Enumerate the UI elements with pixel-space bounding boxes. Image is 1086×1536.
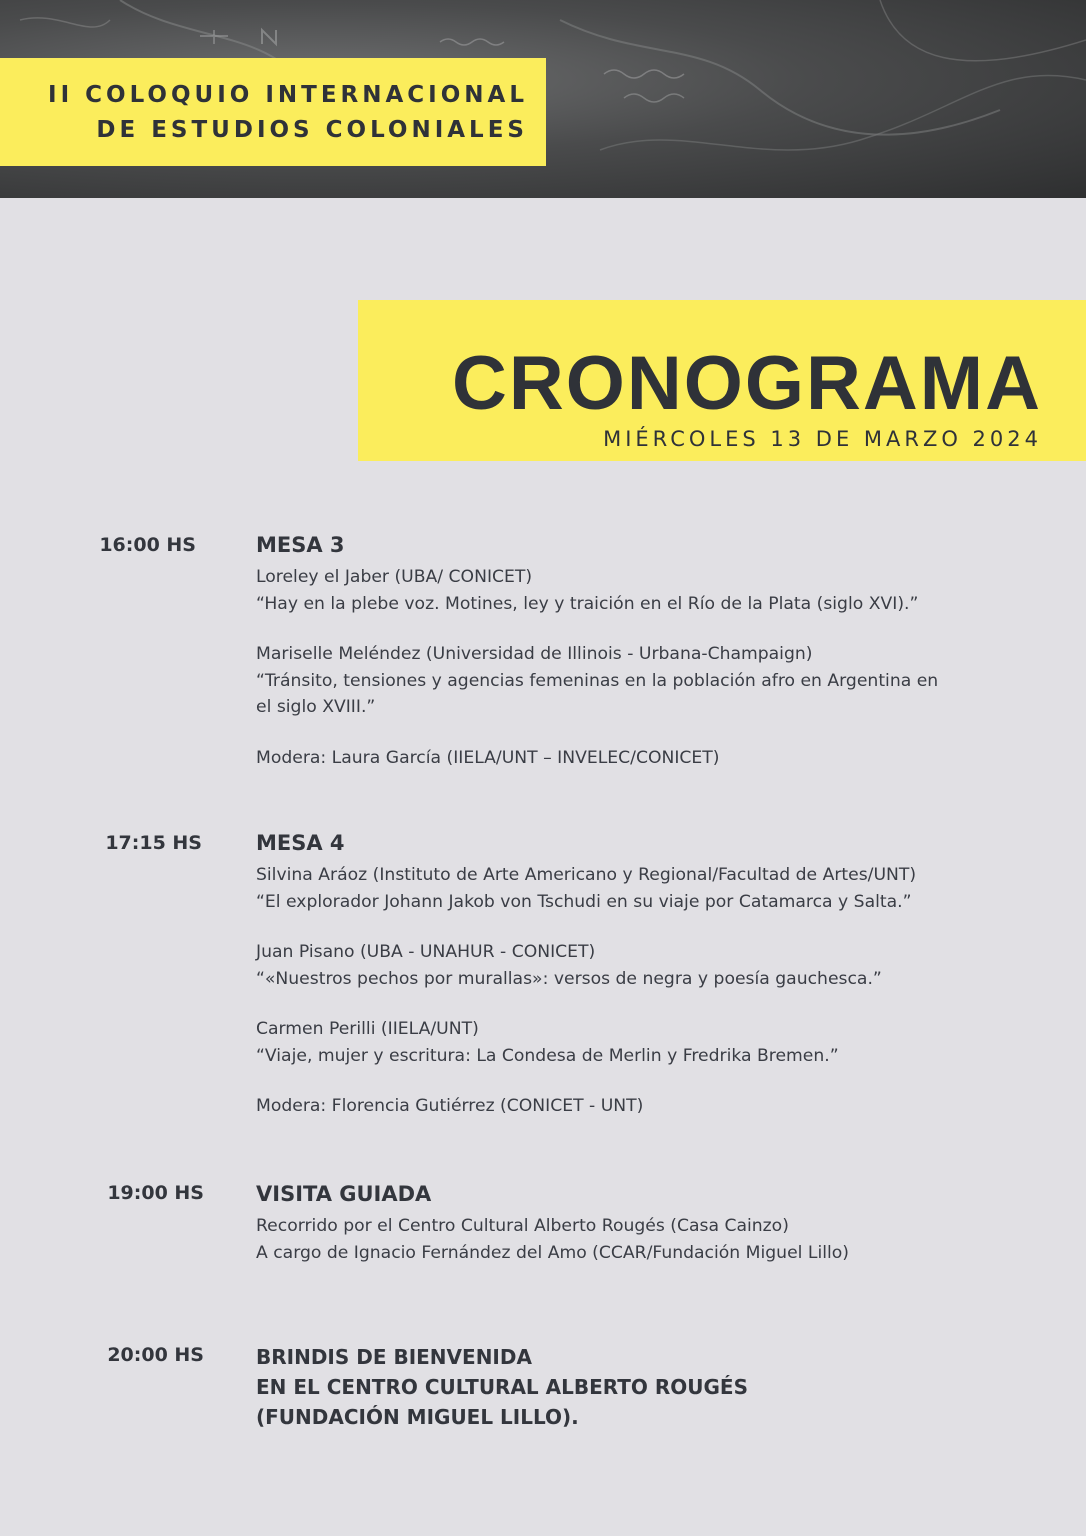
session-title-line: EN EL CENTRO CULTURAL ALBERTO ROUGÉS [256, 1375, 749, 1399]
speaker-line: Mariselle Meléndez (Universidad de Illinois - Urbana-Champaign) [256, 644, 813, 664]
talk-title-line: “Tránsito, tensiones y agencias femeninas en la población afro en Argentina en [256, 670, 939, 691]
session-time: 16:00 HS [99, 534, 196, 556]
speaker-line: Carmen Perilli (IIELA/UNT) [256, 1019, 479, 1039]
event-title-box [0, 58, 546, 166]
session-mesa-4 [256, 828, 1036, 1120]
speaker-line: Juan Pisano (UBA - UNAHUR - CONICET) [256, 942, 596, 962]
header-banner-map-image [0, 0, 1086, 198]
session-time: 20:00 HS [107, 1344, 204, 1366]
session-title-line: (FUNDACIÓN MIGUEL LILLO). [256, 1405, 579, 1429]
description-line: A cargo de Ignacio Fernández del Amo (CCAR/Fundación Miguel Lillo) [256, 1242, 850, 1263]
moderator-line: Modera: Laura García (IIELA/UNT – INVELEC/CONICET) [256, 747, 720, 768]
session-welcome-toast [256, 1342, 1036, 1432]
description-line: Recorrido por el Centro Cultural Alberto Rougés (Casa Cainzo) [256, 1216, 789, 1236]
speaker-line: Loreley el Jaber (UBA/ CONICET) [256, 567, 533, 587]
session-time: 17:15 HS [105, 832, 202, 854]
schedule-heading-box [358, 300, 1086, 461]
session-title-line: BRINDIS DE BIENVENIDA [256, 1345, 532, 1369]
talk-title-line: el siglo XVIII.” [256, 697, 376, 717]
schedule-date: MIÉRCOLES 13 DE MARZO 2024 [603, 427, 1042, 451]
talk-title-line: “«Nuestros pechos por murallas»: versos de negra y poesía gauchesca.” [256, 968, 882, 989]
talk-title-line: “Hay en la plebe voz. Motines, ley y traición en el Río de la Plata (siglo XVI).” [256, 593, 919, 614]
page-title: CRONOGRAMA [452, 341, 1042, 426]
event-title-line-2: DE ESTUDIOS COLONIALES [96, 117, 528, 143]
speaker-line: Silvina Aráoz (Instituto de Arte Americano y Regional/Facultad de Artes/UNT) [256, 865, 917, 885]
session-mesa-3 [256, 530, 1036, 771]
moderator-line: Modera: Florencia Gutiérrez (CONICET - UNT) [256, 1096, 644, 1116]
session-time: 19:00 HS [107, 1182, 204, 1204]
session-guided-visit [256, 1179, 1036, 1266]
session-title: VISITA GUIADA [256, 1182, 432, 1206]
session-title: MESA 4 [256, 831, 345, 855]
talk-title-line: “Viaje, mujer y escritura: La Condesa de Merlin y Fredrika Bremen.” [256, 1045, 839, 1066]
event-title-line-1: II COLOQUIO INTERNACIONAL [48, 82, 528, 108]
session-title: MESA 3 [256, 533, 345, 557]
talk-title-line: “El explorador Johann Jakob von Tschudi en su viaje por Catamarca y Salta.” [256, 891, 912, 912]
